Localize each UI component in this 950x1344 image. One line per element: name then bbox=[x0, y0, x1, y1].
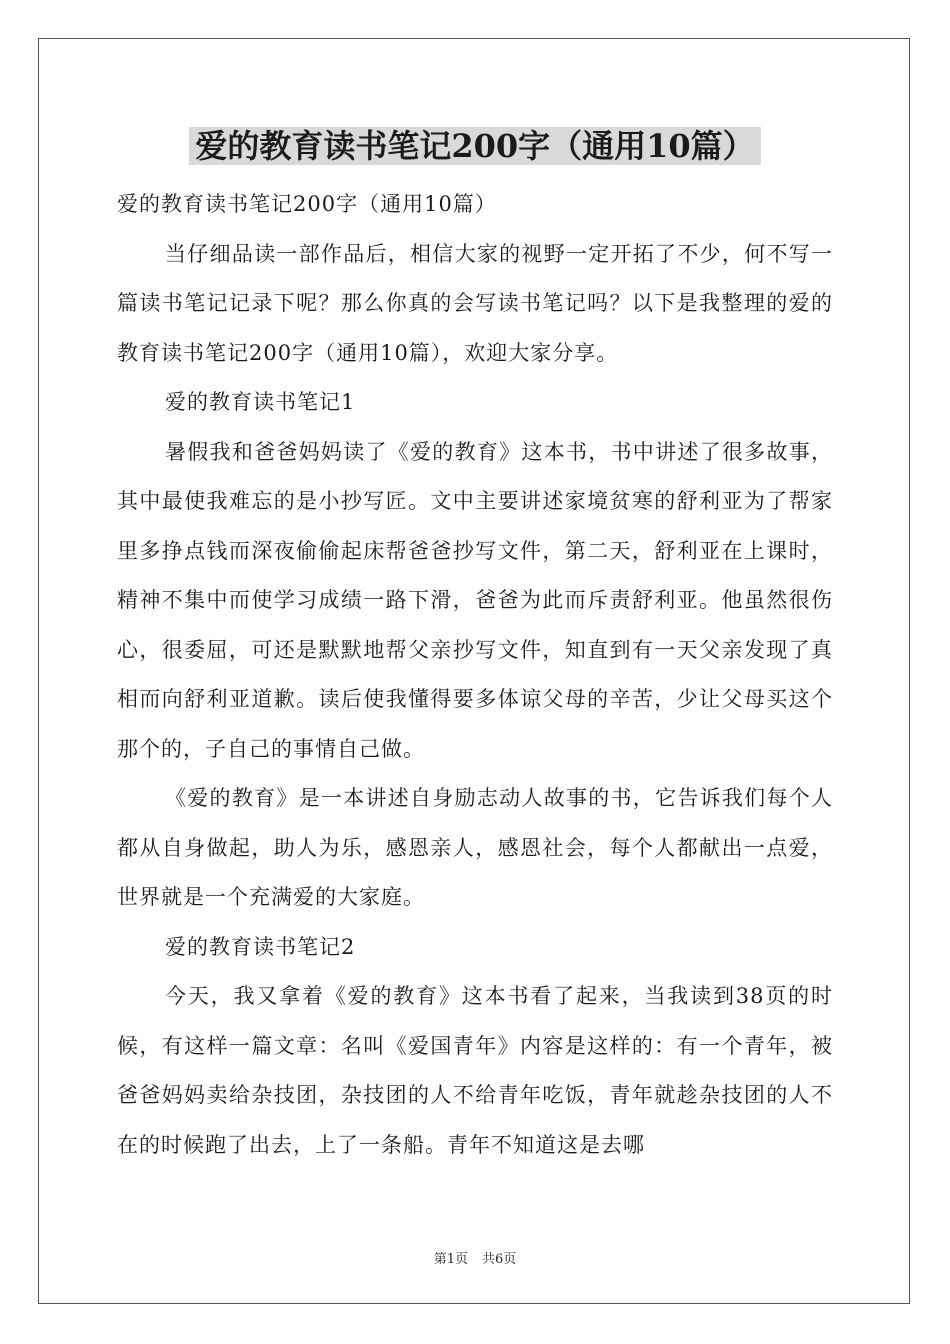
document-title bbox=[0, 124, 950, 168]
document-title-text: 爱的教育读书笔记200字（通用10篇） bbox=[189, 127, 760, 165]
total-pages: 共6页 bbox=[482, 1252, 517, 1267]
body-paragraph: 《爱的教育》是一本讲述自身励志动人故事的书，它告诉我们每个人都从自身做起，助人为乐，感恩亲人，感恩社会，每个人都献出一点爱，世界就是一个充满爱的大家庭。 bbox=[117, 786, 833, 909]
section-heading-1: 爱的教育读书笔记1 bbox=[165, 390, 356, 414]
body-paragraph: 今天，我又拿着《爱的教育》这本书看了起来，当我读到38页的时候，有这样一篇文章：名叫《爱国青年》内容是这样的：有一个青年，被爸爸妈妈卖给杂技团，杂技团的人不给青年吃饭，青年就趁杂技团的人不在的时候跑了出去，上了一条船。青年不知道这是去哪 bbox=[117, 984, 833, 1157]
section-heading-2: 爱的教育读书笔记2 bbox=[165, 934, 356, 959]
page-number: 第1页 bbox=[433, 1252, 468, 1267]
document-body bbox=[117, 180, 833, 1170]
page-footer bbox=[0, 1248, 950, 1267]
body-paragraph: 暑假我和爸爸妈妈读了《爱的教育》这本书，书中讲述了很多故事，其中最使我难忘的是小抄写匠。文中主要讲述家境贫寒的舒利亚为了帮家里多挣点钱而深夜偷偷起床帮爸爸抄写文件，第二天，舒利亚在上课时，精神不集中而使学习成绩一路下滑，爸爸为此而斥责舒利亚。他虽然很伤心，很委屈，可还是默默地帮父亲抄写文件，知直到有一天父亲发现了真相而向舒利亚道歉。读后使我懂得要多体谅父母的辛苦，少让父母买这个那个的，子自己的事情自己做。 bbox=[117, 439, 833, 761]
intro-paragraph: 当仔细品读一部作品后，相信大家的视野一定开拓了不少，何不写一篇读书笔记记录下呢？那么你真的会写读书笔记吗？以下是我整理的爱的教育读书笔记200字（通用10篇），欢迎大家分享。 bbox=[117, 241, 833, 365]
subtitle-paragraph: 爱的教育读书笔记200字（通用10篇） bbox=[117, 192, 497, 216]
